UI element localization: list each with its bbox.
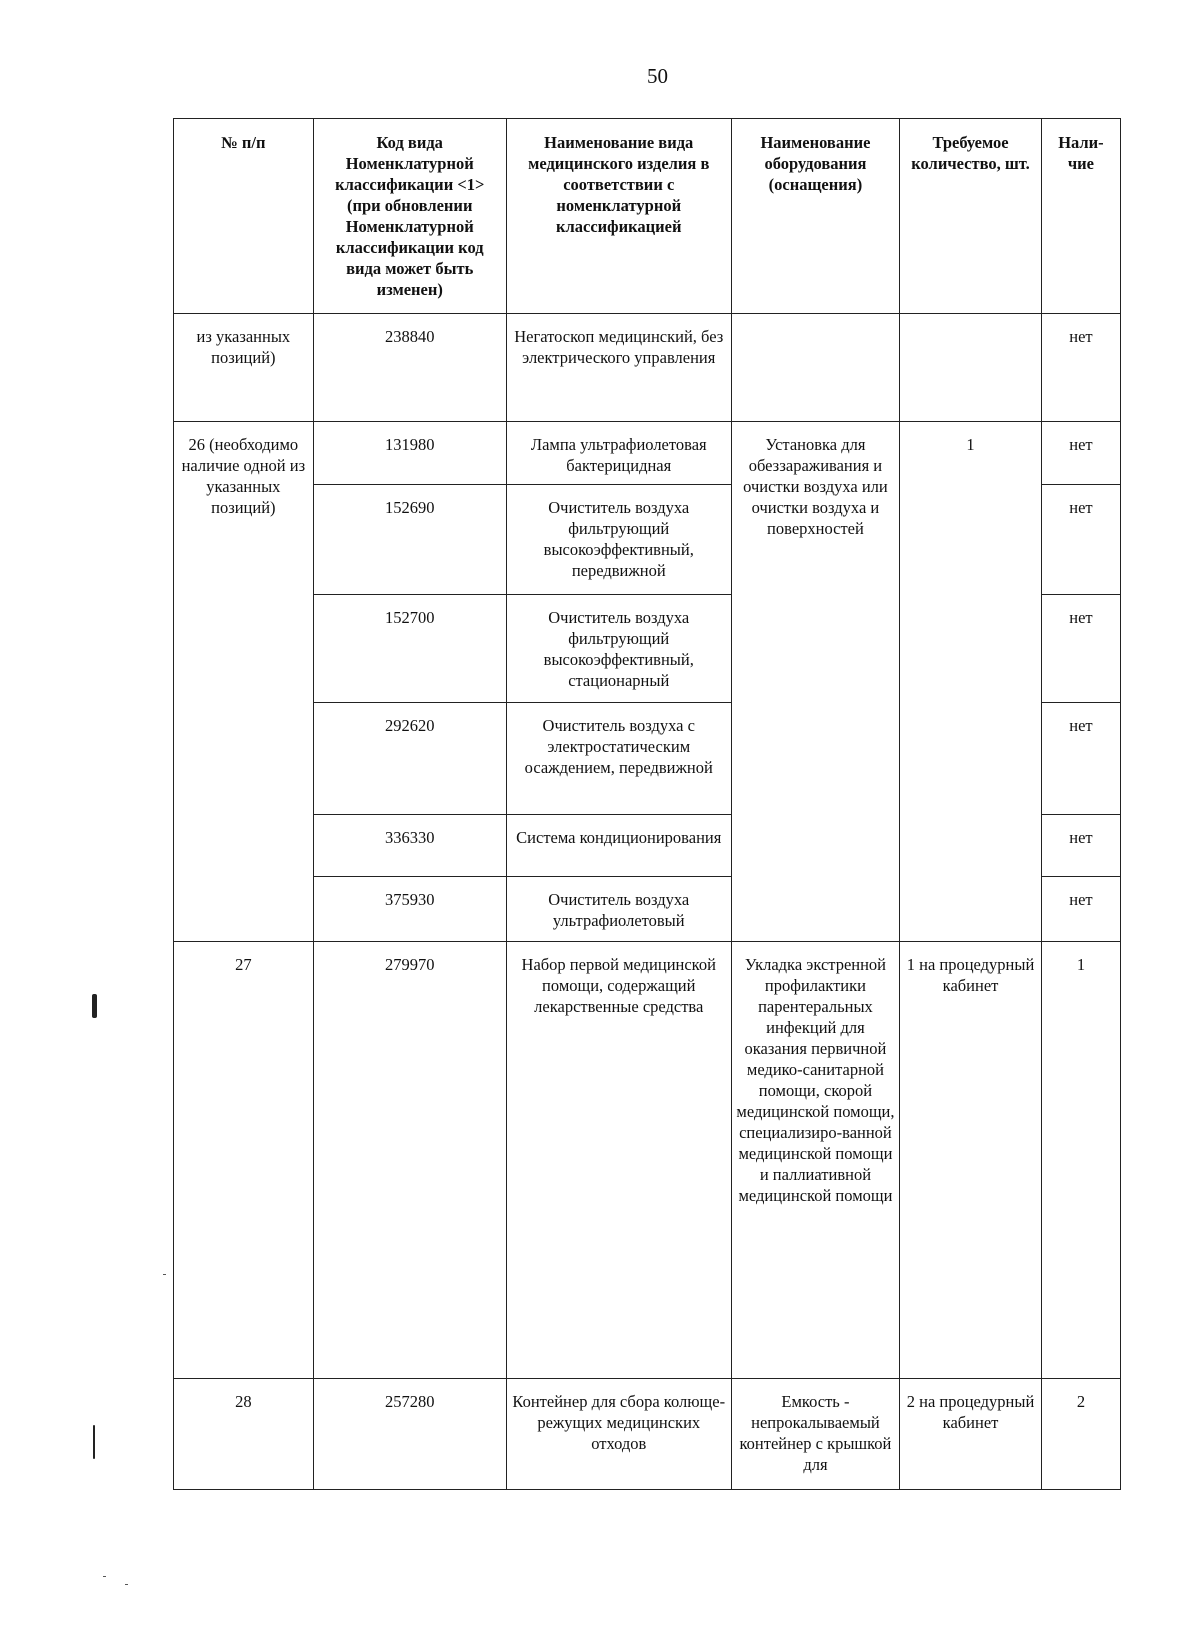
page-number: 50 [647,64,668,88]
scan-speck [103,1576,106,1577]
cell-device-name: Набор первой медицинской помощи, содержащий лекарственные средства [506,942,731,1379]
scan-speck [125,1584,128,1585]
cell-code: 238840 [313,314,506,422]
table-header-row [174,119,1121,314]
header-number: № п/п [174,119,314,314]
cell-presence: нет [1041,877,1120,942]
cell-code: 375930 [313,877,506,942]
cell-code: 336330 [313,815,506,877]
cell-device-name: Очиститель воздуха фильтрующий высокоэффективный, стационарный [506,595,731,703]
cell-presence: нет [1041,703,1120,815]
header-quantity: Требуемое количество, шт. [900,119,1042,314]
cell-quantity [900,314,1042,422]
scan-binding-mark [92,994,97,1018]
scan-binding-mark [93,1425,95,1459]
table-row [174,1379,1121,1490]
cell-code: 131980 [313,422,506,485]
table-row [174,942,1121,1379]
cell-presence: 2 [1041,1379,1120,1490]
cell-presence: 1 [1041,942,1120,1379]
cell-presence: нет [1041,815,1120,877]
header-device-name: Наименование вида медицинского изделия в соответствии с номенклатурной классификацией [506,119,731,314]
cell-equipment [731,314,899,422]
cell-number: 28 [174,1379,314,1490]
cell-presence: нет [1041,422,1120,485]
cell-device-name: Негатоскоп медицинский, без электрического управления [506,314,731,422]
cell-quantity: 1 [900,422,1042,942]
scan-speck [163,1274,166,1275]
cell-device-name: Контейнер для сбора колюще-режущих медицинских отходов [506,1379,731,1490]
table-row [174,422,1121,485]
cell-quantity: 2 на процедурный кабинет [900,1379,1042,1490]
cell-device-name: Лампа ультрафиолетовая бактерицидная [506,422,731,485]
table-row [174,314,1121,422]
cell-device-name: Очиститель воздуха ультрафиолетовый [506,877,731,942]
header-code: Код вида Номенклатурной классификации <1> (при обновлении Номенклатурной классификации код вида может быть изменен) [313,119,506,314]
cell-code: 292620 [313,703,506,815]
header-equipment: Наименование оборудования (оснащения) [731,119,899,314]
cell-equipment: Установка для обеззараживания и очистки воздуха или очистки воздуха и поверхностей [731,422,899,942]
cell-presence: нет [1041,314,1120,422]
cell-code: 279970 [313,942,506,1379]
cell-code: 152690 [313,485,506,595]
cell-number: 26 (необходимо наличие одной из указанных позиций) [174,422,314,942]
cell-equipment: Емкость - непрокалываемый контейнер с крышкой для [731,1379,899,1490]
cell-presence: нет [1041,595,1120,703]
cell-number: 27 [174,942,314,1379]
cell-presence: нет [1041,485,1120,595]
cell-number: из указанных позиций) [174,314,314,422]
cell-quantity: 1 на процедурный кабинет [900,942,1042,1379]
cell-device-name: Очиститель воздуха фильтрующий высокоэффективный, передвижной [506,485,731,595]
cell-code: 152700 [313,595,506,703]
equipment-table [173,118,1121,1490]
header-presence: Нали-чие [1041,119,1120,314]
cell-code: 257280 [313,1379,506,1490]
cell-device-name: Система кондиционирования [506,815,731,877]
cell-equipment: Укладка экстренной профилактики парентеральных инфекций для оказания первичной медико-санитарной помощи, скорой медицинской помощи, специализиро-ванной медицинской помощи и паллиативной медицинской помощи [731,942,899,1379]
cell-device-name: Очиститель воздуха с электростатическим осаждением, передвижной [506,703,731,815]
